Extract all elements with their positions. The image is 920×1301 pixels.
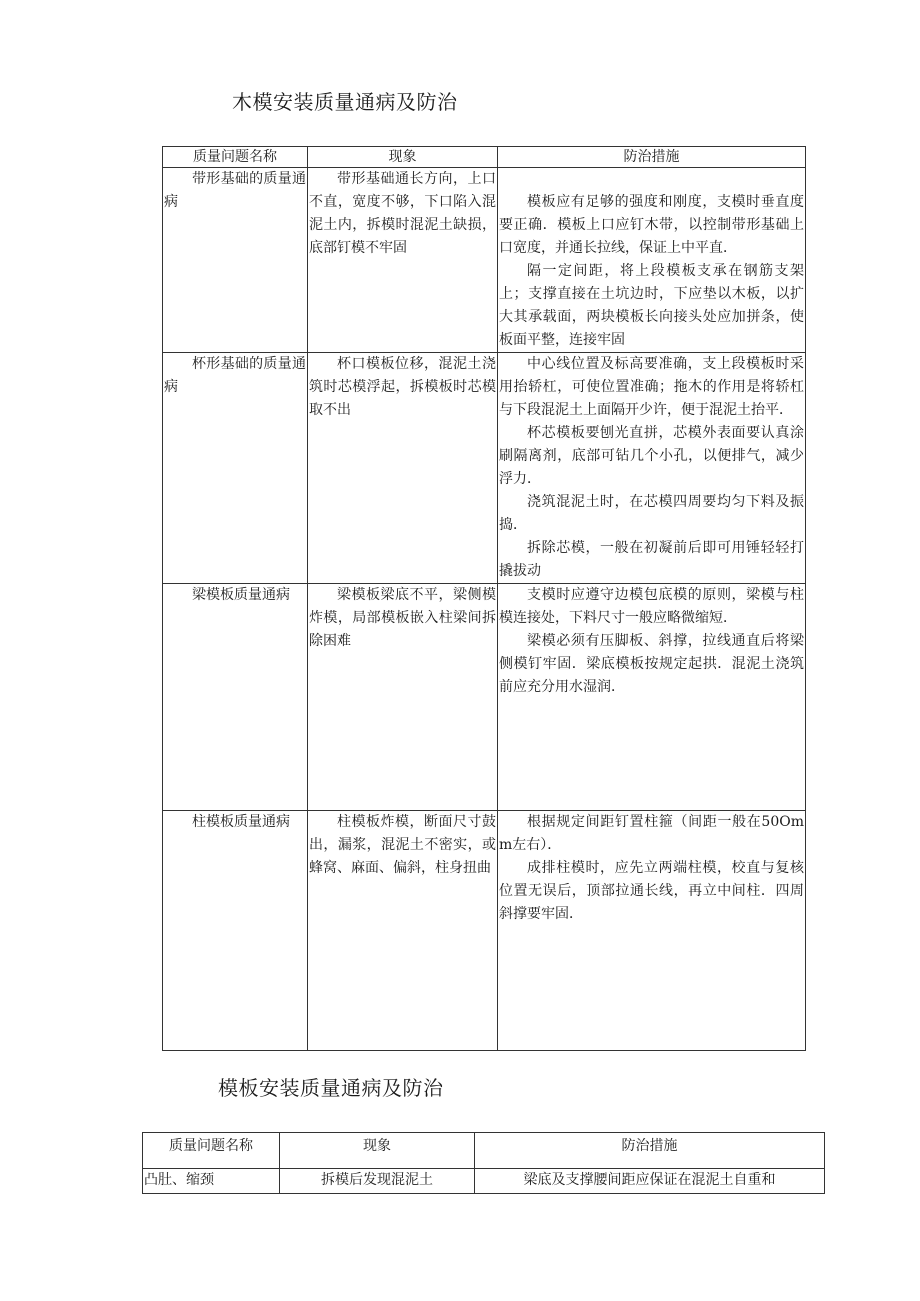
measures-cell: [498, 584, 806, 811]
issue-name-cell: 梁模板质量通病: [163, 584, 308, 811]
issue-name-cell: 凸肚、缩颈: [143, 1169, 280, 1194]
phenomenon-cell: 带形基础通长方向，上口不直，宽度不够，下口陷入混泥土内，拆模时混泥土缺损，底部钉模不牢固: [308, 168, 498, 353]
table-header-row: [143, 1133, 825, 1169]
phenomenon-cell: 拆模后发现混泥土: [280, 1169, 475, 1194]
table-row: [143, 1169, 825, 1194]
header-issue-name: 质量问题名称: [143, 1133, 280, 1169]
measure-paragraph: 浇筑混泥土时，在芯模四周要均匀下料及振捣．: [499, 494, 804, 533]
header-issue-name: 质量问题名称: [163, 147, 308, 168]
table-row: [163, 168, 806, 353]
table-row: [163, 811, 806, 1051]
measure-paragraph: 拆除芯模，一般在初凝前后即可用锤轻轻打撬拔动: [499, 540, 804, 579]
phenomenon-cell: 杯口模板位移，混泥土浇筑时芯模浮起，拆模板时芯模取不出: [308, 353, 498, 584]
header-phenomenon: 现象: [308, 147, 498, 168]
header-measures: 防治措施: [498, 147, 806, 168]
issue-name-cell: 带形基础的质量通病: [163, 168, 308, 353]
measure-paragraph: 支模时应遵守边模包底模的原则，梁模与柱模连接处，下料尺寸一般应略微缩短．: [499, 587, 804, 626]
measure-paragraph: 梁底及支撑腰间距应保证在混泥土自重和: [523, 1172, 776, 1188]
measures-cell: [475, 1169, 825, 1194]
measure-paragraph: 隔一定间距，将上段模板支承在钢筋支架上；支撑直接在土坑边时，下应垫以木板，以扩大其承载面，两块模板长向接头处应加拼条，使板面平整，连接牢固: [499, 263, 804, 348]
section2-title: 模板安装质量通病及防治: [218, 1076, 444, 1100]
section1-title: 木模安装质量通病及防治: [232, 90, 458, 114]
issue-name-cell: 杯形基础的质量通病: [163, 353, 308, 584]
measure-paragraph: 中心线位置及标高要准确，支上段模板时采用抬轿杠，可使位置准确；拖木的作用是将轿杠与下段混泥土上面隔开少许，便于混泥土抬平．: [499, 356, 804, 418]
issue-name-cell: 柱模板质量通病: [163, 811, 308, 1051]
measures-cell: [498, 168, 806, 353]
measure-paragraph: 根据规定间距钉置柱箍（间距一般在50Omm左右）．: [499, 814, 804, 853]
measure-paragraph: 成排柱模时，应先立两端柱模，校直与复核位置无误后，顶部拉通长线，再立中间柱．四周斜撑要牢固．: [499, 860, 804, 922]
table-row: [163, 353, 806, 584]
table-row: [163, 584, 806, 811]
measures-cell: [498, 353, 806, 584]
table-header-row: [163, 147, 806, 168]
measure-paragraph: 杯芯模板要刨光直拼，芯模外表面要认真涂刷隔离剂，底部可钻几个小孔，以便排气，减少浮力．: [499, 425, 804, 487]
measure-paragraph: 模板应有足够的强度和刚度，支模时垂直度要正确．模板上口应钉木带，以控制带形基础上口宽度，并通长拉线，保证上中平直．: [499, 194, 804, 256]
header-phenomenon: 现象: [280, 1133, 475, 1169]
quality-table-formwork: [142, 1132, 825, 1194]
quality-table-wood-formwork: [162, 146, 806, 1051]
phenomenon-cell: 梁模板梁底不平，梁侧模炸模，局部模板嵌入柱梁间拆除困难: [308, 584, 498, 811]
phenomenon-cell: 柱模板炸模，断面尺寸鼓出，漏浆，混泥土不密实，或蜂窝、麻面、偏斜，柱身扭曲: [308, 811, 498, 1051]
measures-cell: [498, 811, 806, 1051]
header-measures: 防治措施: [475, 1133, 825, 1169]
measure-paragraph: 梁模必须有压脚板、斜撑，拉线通直后将梁侧模钉牢固．梁底模板按规定起拱．混泥土浇筑前应充分用水湿润．: [499, 633, 804, 695]
